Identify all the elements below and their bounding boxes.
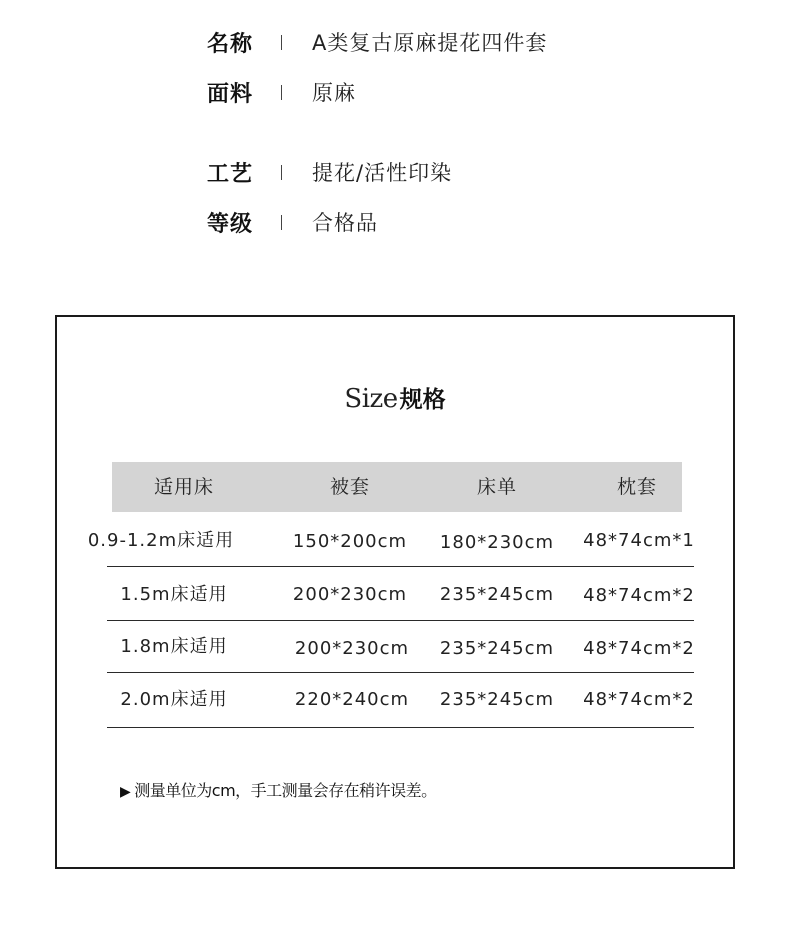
header-bed: 适用床 <box>153 476 214 498</box>
cell-duvet: 220*240cm <box>294 689 410 710</box>
attribute-label: 面料 <box>207 81 254 107</box>
attribute-row-craft <box>207 154 452 190</box>
cell-sheet: 235*245cm <box>439 584 555 605</box>
cell-duvet: 200*230cm <box>294 638 410 659</box>
cell-bed: 1.8m床适用 <box>120 636 228 657</box>
attribute-row-grade <box>207 204 378 240</box>
attribute-value: 提花/活性印染 <box>312 161 453 185</box>
table-header <box>112 462 682 512</box>
separator <box>281 85 282 100</box>
attribute-value: A类复古原麻提花四件套 <box>312 31 548 55</box>
cell-pillowcase: 48*74cm*1 <box>583 530 695 551</box>
attribute-label: 工艺 <box>207 161 254 187</box>
header-pillowcase: 枕套 <box>616 476 657 498</box>
attribute-row-name <box>207 24 547 60</box>
size-chart-box <box>55 315 735 869</box>
header-duvet: 被套 <box>329 476 370 498</box>
separator <box>281 215 282 230</box>
note-text: 测量单位为cm，手工测量会存在稍许误差。 <box>134 781 437 800</box>
size-title-cn: 规格 <box>399 387 446 413</box>
row-divider <box>107 672 694 673</box>
cell-bed: 0.9-1.2m床适用 <box>87 530 235 551</box>
measurement-note <box>120 778 437 801</box>
cell-sheet: 235*245cm <box>439 689 555 710</box>
cell-sheet: 235*245cm <box>439 638 555 659</box>
attribute-row-fabric <box>207 74 356 110</box>
cell-sheet: 180*230cm <box>439 532 555 553</box>
cell-pillowcase: 48*74cm*2 <box>583 689 695 710</box>
size-chart-title <box>57 381 733 414</box>
row-divider <box>107 727 694 728</box>
row-divider <box>107 620 694 621</box>
attribute-label: 等级 <box>207 211 254 237</box>
attribute-value: 合格品 <box>312 211 378 235</box>
size-title-en: Size <box>344 384 398 414</box>
attribute-label: 名称 <box>207 31 254 57</box>
cell-bed: 2.0m床适用 <box>120 689 228 710</box>
cell-pillowcase: 48*74cm*2 <box>583 585 695 606</box>
attribute-value: 原麻 <box>312 81 356 105</box>
cell-duvet: 150*200cm <box>292 531 408 552</box>
cell-duvet: 200*230cm <box>292 584 408 605</box>
header-sheet: 床单 <box>476 476 517 498</box>
row-divider <box>107 566 694 567</box>
separator <box>281 165 282 180</box>
cell-pillowcase: 48*74cm*2 <box>583 638 695 659</box>
play-triangle-icon: ▶ <box>120 784 131 800</box>
cell-bed: 1.5m床适用 <box>120 584 228 605</box>
separator <box>281 35 282 50</box>
